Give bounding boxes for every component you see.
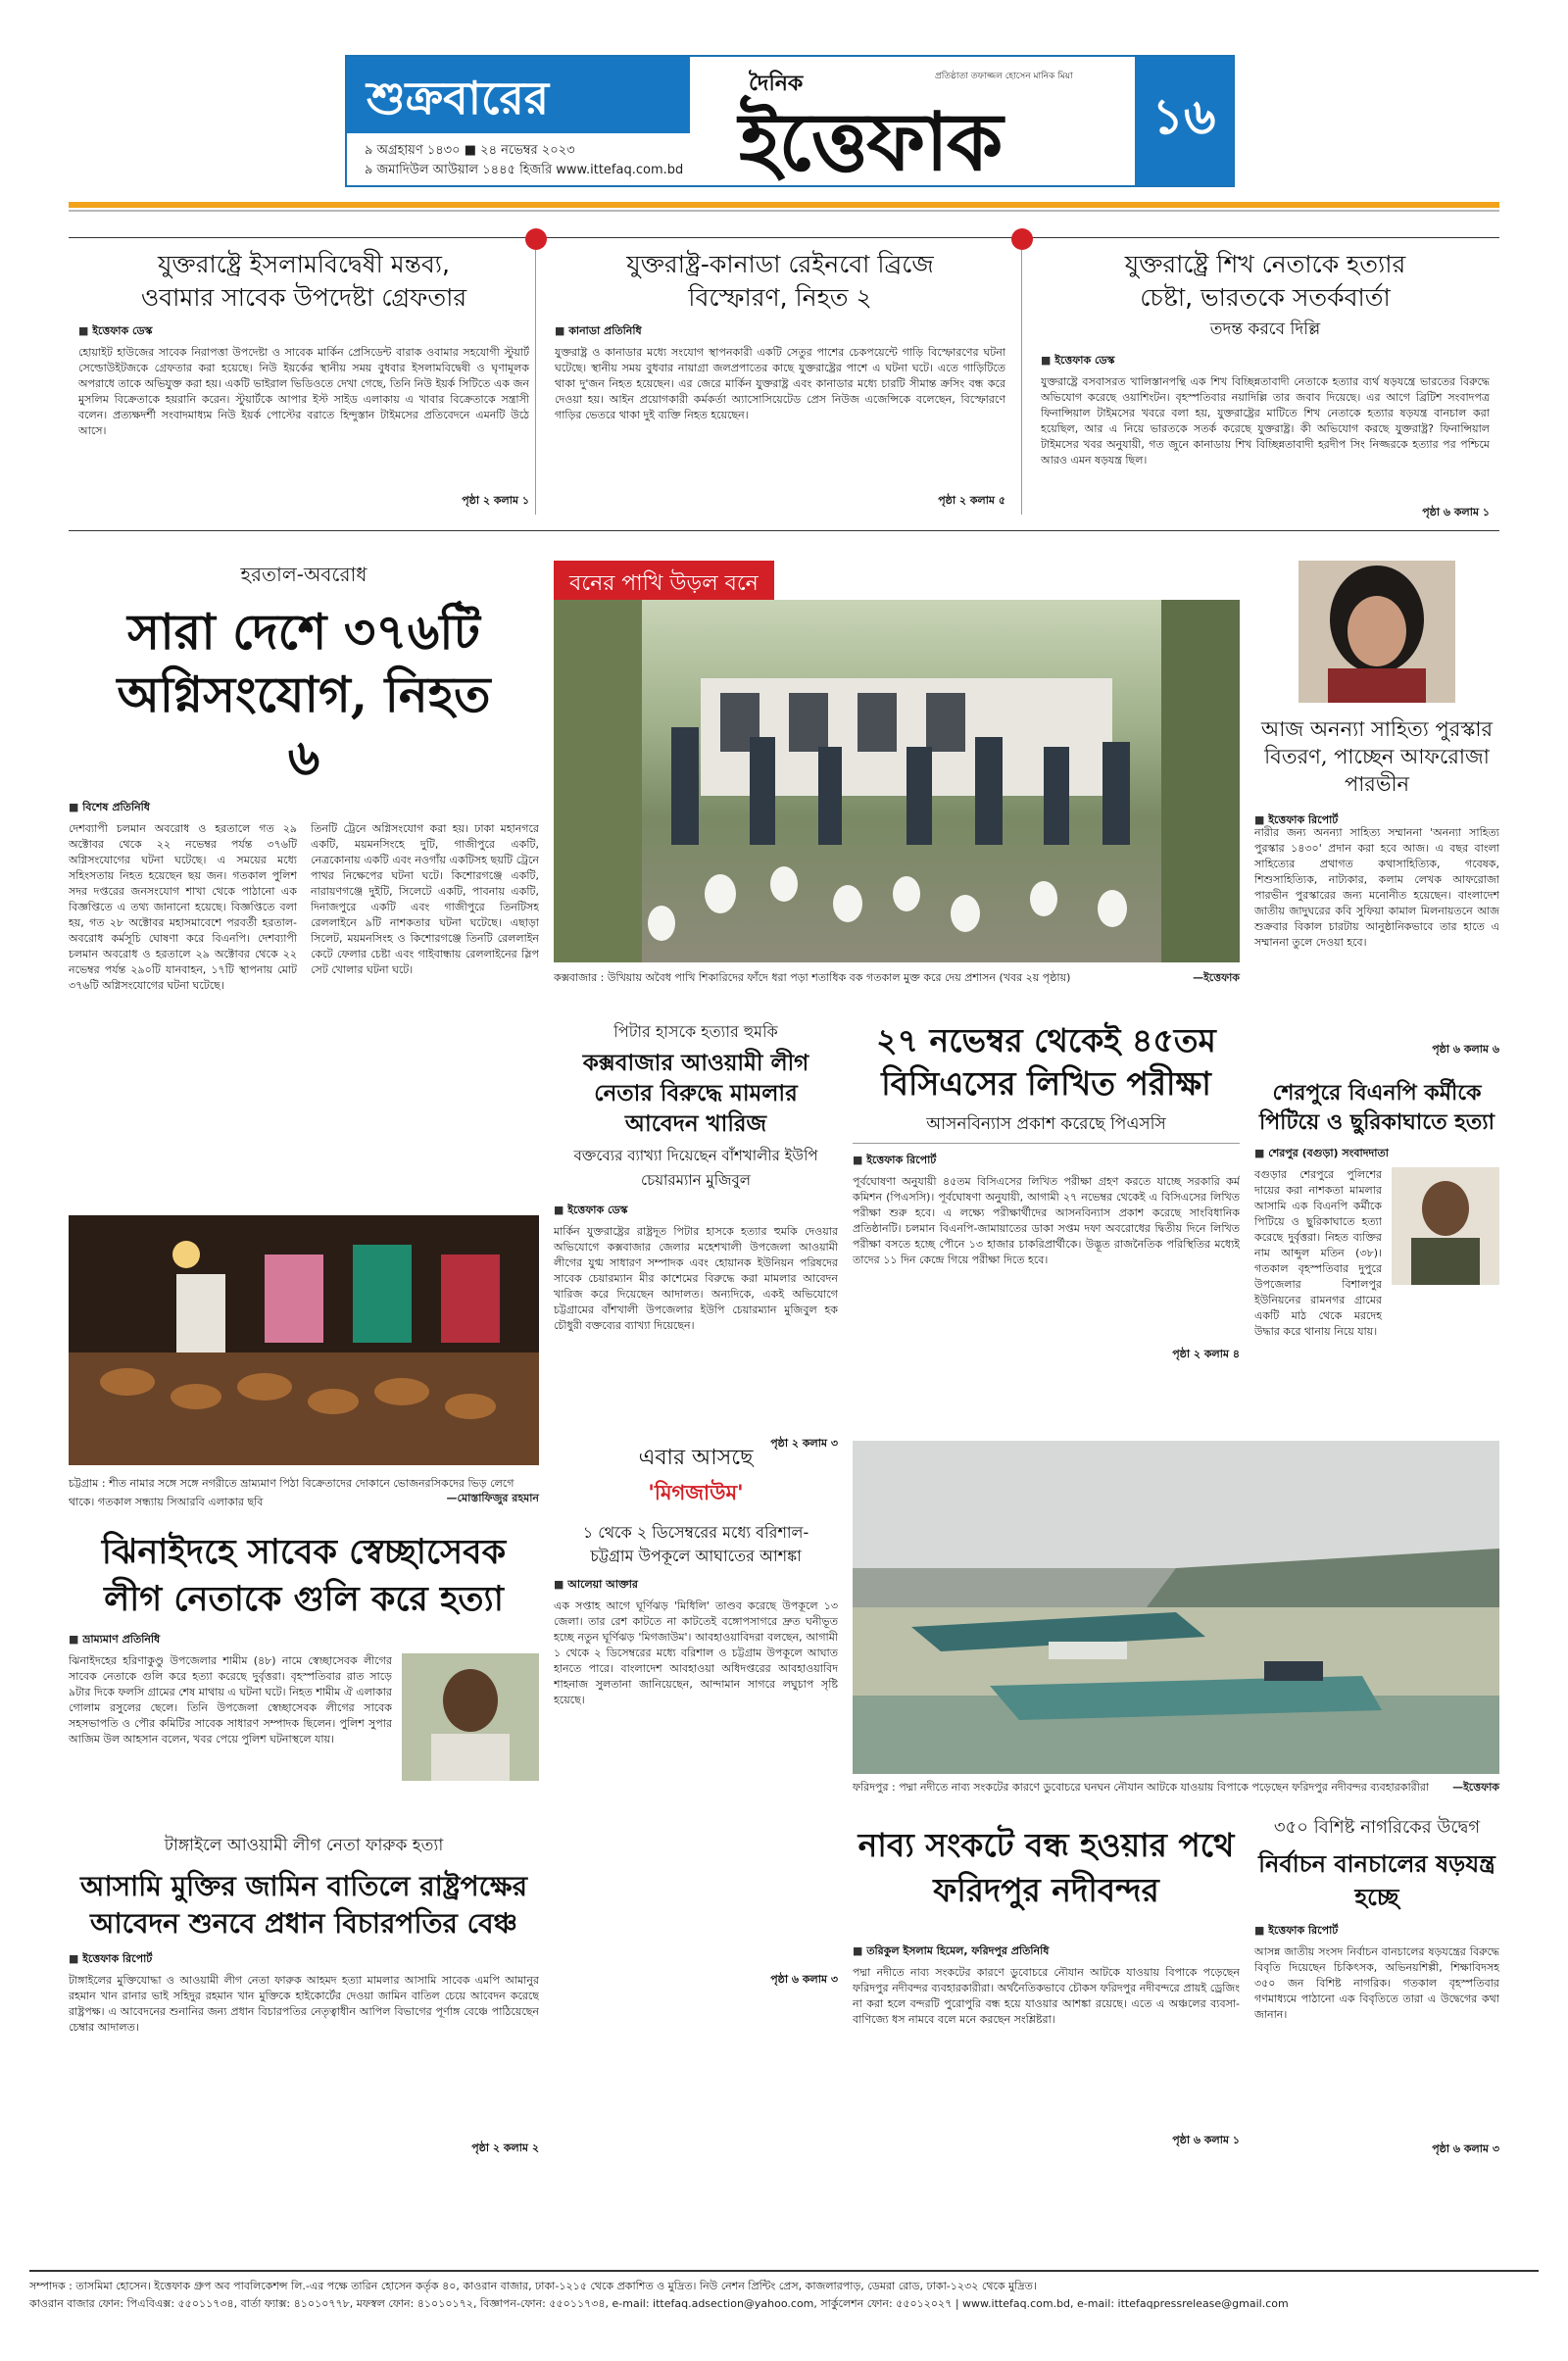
- river-credit: —ইত্তেফাক: [1452, 1781, 1499, 1794]
- masthead: [345, 55, 1235, 187]
- river-image: [853, 1441, 1499, 1774]
- sherpur-portrait: [1392, 1167, 1499, 1285]
- jhenaidah-story: [69, 1529, 539, 1823]
- cyclone-story: [554, 1441, 838, 1990]
- logo-tagline: প্রতিষ্ঠাতা তফাজ্জল হোসেন মানিক মিয়া: [935, 72, 1073, 81]
- top-story-1-continued: পৃষ্ঠা ২ কলাম ১: [462, 494, 529, 507]
- lead-body-col-2: তিনটি ট্রেনে অগ্নিসংযোগ করা হয়। ঢাকা মহানগরে একটি, ময়মনসিংহে দুটি, গাজীপুরে একটি, নেত্রকোনায় একটি এবং নওগাঁয় একটিসহ ছয়টি ট্রেনে পাথর নিক্ষেপের ঘটনা ঘটে। কিশোরগঞ্জে একটি, নারায়ণগঞ্জে দুইটি, সিলেটে একটি, পাবনায় একটি, দিনাজপুরে একটি এবং গাজীপুরে তিনটিসহ রেললাইনে ৯টি নাশকতার ঘটনা ঘটেছে। এছাড়া সিলেট, ময়মনসিংহ ও কিশোরগঞ্জে তিনটি রেললাইন কেটে ফেলার চেষ্টা এবং গাইবান্ধায় রেললাইনের স্লিপ সেট খোলার ঘটনা ঘটে।: [311, 822, 539, 976]
- cyclone-headline: 'মিগজাউম': [648, 1480, 744, 1504]
- top-rule-orange: [69, 202, 1499, 208]
- award-continued: পৃষ্ঠা ৬ কলাম ৬: [1432, 1043, 1499, 1056]
- river-photo-block: [853, 1441, 1499, 1803]
- feature-caption-row: [554, 970, 1240, 985]
- tea-caption: চট্টগ্রাম : শীত নামার সঙ্গে সঙ্গে নগরীতে ভ্রাম্যমাণ পিঠা বিক্রেতাদের দোকানে ভোজনরসিকদের ভিড় লেগে থাকে। গতকাল সন্ধ্যায় সিআরবি এলাকার ছবি: [69, 1477, 514, 1508]
- river-continued: পৃষ্ঠা ৬ কলাম ১: [1172, 2134, 1240, 2146]
- cyclone-subhead: ১ থেকে ২ ডিসেম্বরের মধ্যে বরিশাল-চট্টগ্রাম উপকূলে আঘাতের আশঙ্কা: [582, 1523, 809, 1565]
- sherpur-headline: শেরপুরে বিএনপি কর্মীকে পিটিয়ে ও ছুরিকাঘাতে হত্যা: [1258, 1080, 1495, 1135]
- date-line-1: ৯ অগ্রহায়ণ ১৪৩০ ■ ২৪ নভেম্বর ২০২৩: [365, 143, 575, 158]
- portrait-image: [1298, 561, 1455, 703]
- logo-small-text: দৈনিক: [749, 72, 804, 96]
- bcs-body: পূর্বঘোষণা অনুযায়ী ৪৫তম বিসিএসের লিখিত পরীক্ষা গ্রহণ করতে যাচ্ছে সরকারি কর্ম কমিশন (পিএসসি)। পূর্বঘোষণা অনুযায়ী, আগামী ২৭ নভেম্বর থেকেই এ বিসিএসের লিখিত পরীক্ষা শুরু হবে। এ লক্ষ্যে পরীক্ষার্থীদের আসনবিন্যাস প্রকাশ করেছে সাংবিধানিক প্রতিষ্ঠানটি। চলমান বিএনপি-জামায়াতের ডাকা সপ্তম দফা অবরোধের দ্বিতীয় দিনে লিখিত পরীক্ষা বসতে হচ্ছে পৌনে ১৩ হাজার চাকরিপ্রার্থীকে। উদ্ভূত রাজনৈতিক পরিস্থিতির মধ্যেই তাদের ১১ দিন কেন্দ্রে গিয়ে পরীক্ষা দিতে হবে।: [853, 1175, 1240, 1266]
- top-stories-box: [69, 237, 1499, 531]
- election-continued: পৃষ্ঠা ৬ কলাম ৩: [1432, 2142, 1499, 2155]
- cox-headline: কক্সবাজার আওয়ামী লীগ নেতার বিরুদ্ধে মামলার আবেদন খারিজ: [582, 1050, 809, 1137]
- award-body: নারীর জন্য অনন্যা সাহিত্য সম্মাননা 'অনন্যা সাহিত্য পুরস্কার ১৪৩০' প্রদান করা হবে আজ। এ বছর বাংলা সাহিত্যের প্রথাগত কথাসাহিত্যিক, গবেষক, শিশুসাহিত্যিক, নাট্যকার, কলাম লেখক আফরোজা পারভীন পুরস্কারের জন্য মনোনীত হয়েছেন। বাংলাদেশ জাতীয় জাদুঘরের কবি সুফিয়া কামাল মিলনায়তনে আজ শুক্রবার বিকাল চারটায় আনুষ্ঠানিকভাবে তার হাতে এ সম্মাননা তুলে দেওয়া হবে।: [1254, 826, 1499, 949]
- cox-story: [554, 1019, 838, 1450]
- feature-banner: বনের পাখি উড়ল বনে: [554, 561, 774, 609]
- separator-dot: [525, 228, 547, 250]
- river-story: [853, 1813, 1240, 2244]
- top-story-2-body: যুক্তরাষ্ট্র ও কানাডার মধ্যে সংযোগ স্থাপনকারী একটি সেতুর পাশের চেকপয়েন্টে গাড়ি বিস্ফোরণের ঘটনা ঘটেছে। স্থানীয় সময় বুধবার নায়াগ্রা জলপ্রপাতের কাছে যুক্তরাষ্ট্রের পাশে এ ঘটনা ঘটে। এতে গাড়িটিতে থাকা দু'জন নিহত হয়েছেন। এর জেরে মার্কিন যুক্তরাষ্ট্র এবং কানাডার মধ্যে চারটি সীমান্ত ক্রসিং বন্ধ করে দেওয়া হয়। আইন প্রয়োগকারী কর্মকর্তা অ্যাসোসিয়েটেড প্রেস নিউজ এজেন্সিকে বলেছেন, বিস্ফোরণে গাড়ির ভেতরে থাকা দুই ব্যক্তি নিহত হয়েছেন।: [555, 346, 1005, 421]
- tangail-continued: পৃষ্ঠা ২ কলাম ২: [471, 2141, 539, 2154]
- page-number: ১৬: [1135, 57, 1233, 185]
- sherpur-body: বগুড়ার শেরপুরে পুলিশের দায়ের করা নাশকতা মামলার আসামি এক বিএনপি কর্মীকে পিটিয়ে ও ছুরিকাঘাতে হত্যা করেছে দুর্বৃত্তরা। নিহত ব্যক্তির নাম আব্দুল মতিন (৩৮)। গতকাল বৃহস্পতিবার দুপুরে উপজেলার বিশালপুর ইউনিয়নের রামনগর গ্রামের একটি মাঠ থেকে মরদেহ উদ্ধার করে থানায় নিয়ে যায়।: [1254, 1168, 1382, 1338]
- feature-photo-block: [554, 561, 1240, 1011]
- jhenaidah-portrait: [402, 1653, 539, 1781]
- top-story-1-byline: ■ ইত্তেফাক ডেস্ক: [78, 322, 529, 341]
- cyclone-byline: ■ আলেয়া আক্তার: [554, 1576, 838, 1595]
- top-rule-gray: [69, 210, 1499, 212]
- cyclone-kicker: এবার আসছে: [638, 1446, 754, 1470]
- feature-credit: —ইত্তেফাক: [1193, 971, 1240, 984]
- top-story-3: [1041, 248, 1490, 522]
- award-headline: আজ অনন্যা সাহিত্য পুরস্কার বিতরণ, পাচ্ছেন আফরোজা পারভীন: [1260, 717, 1494, 796]
- top-story-2-headline: যুক্তরাষ্ট্র-কানাডা রেইনবো ব্রিজে বিস্ফোরণ, নিহত ২: [626, 250, 934, 312]
- bcs-story: [853, 1019, 1240, 1360]
- top-story-1-headline: যুক্তরাষ্ট্রে ইসলামবিদ্বেষী মন্তব্য, ওবামার সাবেক উপদেষ্টা গ্রেফতার: [140, 250, 467, 312]
- separator-dot: [1011, 228, 1033, 250]
- bcs-headline: ২৭ নভেম্বর থেকেই ৪৫তম বিসিএসের লিখিত পরীক্ষা: [876, 1021, 1216, 1103]
- top-story-3-headline: যুক্তরাষ্ট্রে শিখ নেতাকে হত্যার চেষ্টা, ভারতকে সতর্কবার্তা: [1124, 250, 1406, 312]
- newspaper-logo: [710, 61, 1131, 189]
- top-story-3-body: যুক্তরাষ্ট্রে বসবাসরত খালিস্তানপন্থি এক শিখ বিচ্ছিন্নতাবাদী নেতাকে হত্যার ব্যর্থ ষড়যন্ত্রে ভারতের বিরুদ্ধে অভিযোগ করেছে ওয়াশিংটন। বৃহস্পতিবার নয়াদিল্লি তার জবাব দিয়েছে। এর আগে ব্রিটিশ সংবাদপত্র ফিনান্সিয়াল টাইমসের খবরে বলা হয়, যুক্তরাষ্ট্রের মাটিতে শিখ নেতাকে হত্যার ষড়যন্ত্র বানচাল করা হয়েছিল, আর এ নিয়ে ভারতকে সতর্ক করেছে যুক্তরাষ্ট্র। কী অভিযোগ করছে যুক্তরাষ্ট্র? ফিনান্সিয়াল টাইমসের খবর অনুযায়ী, গত জুনে কানাডায় শিখ বিচ্ছিন্নতাবাদী হরদীপ সিং নিজ্জরকে হত্যার পর পশ্চিমে আরও এমন ষড়যন্ত্র ছিল।: [1041, 375, 1490, 467]
- cox-byline: ■ ইত্তেফাক ডেস্ক: [554, 1202, 838, 1220]
- election-story: [1254, 1813, 1499, 2244]
- top-story-3-byline: ■ ইত্তেফাক ডেস্ক: [1041, 352, 1490, 370]
- cox-body: মার্কিন যুক্তরাষ্ট্রের রাষ্ট্রদূত পিটার হাসকে হত্যার হুমকি দেওয়ার অভিযোগে কক্সবাজার জেলার মহেশখালী উপজেলা আওয়ামী লীগের যুগ্ম সাধারণ সম্পাদক এবং হোয়ানক ইউনিয়ন পরিষদের সাবেক চেয়ারম্যান মীর কাশেমের বিরুদ্ধে করা মামলার আবেদন খারিজ করে দিয়েছেন আদালত। অন্যদিকে, একই অভিযোগে চট্টগ্রামের বাঁশখালী উপজেলার ইউপি চেয়ারম্যান মুজিবুল হক চৌধুরী বক্তব্যের ব্যাখ্যা দিয়েছেন।: [554, 1225, 838, 1332]
- bcs-subhead: আসনবিন্যাস প্রকাশ করেছে পিএসসি: [853, 1111, 1240, 1144]
- day-title: শুক্রবারের: [347, 57, 690, 133]
- top-story-1: [78, 248, 529, 522]
- masthead-date: [365, 141, 683, 180]
- lead-byline: ■ বিশেষ প্রতিনিধি: [69, 799, 539, 817]
- masthead-left: [347, 57, 690, 185]
- top-story-2: [555, 248, 1005, 522]
- portrait-image: [1392, 1167, 1499, 1285]
- cox-subhead: বক্তব্যের ব্যাখ্যা দিয়েছেন বাঁশখালীর ইউপি চেয়ারম্যান মুজিবুল: [573, 1147, 818, 1189]
- portrait-image: [402, 1653, 539, 1781]
- feature-photo-image: [554, 600, 1240, 962]
- sherpur-byline: ■ শেরপুর (বগুড়া) সংবাদদাতা: [1254, 1145, 1499, 1163]
- lead-story: [69, 561, 539, 1207]
- sherpur-story: [1254, 1078, 1499, 1500]
- feature-caption: কক্সবাজার : উখিয়ায় অবৈধ পাখি শিকারিদের ফাঁদে ধরা পড়া শতাধিক বক গতকাল মুক্ত করে দেয় প্রশাসন (খবর ২য় পৃষ্ঠায়): [554, 971, 1071, 984]
- footer-line-1: সম্পাদক : তাসমিমা হোসেন। ইত্তেফাক গ্রুপ অব পাবলিকেশন্স লি.-এর পক্ষে তারিন হোসেন কর্তৃক ৪০, কাওরান বাজার, ঢাকা-১২১৫ থেকে প্রকাশিত ও মুদ্রিত। নিউ নেশন প্রিন্টিং প্রেস, কাজলারপাড়, ডেমরা রোড, ঢাকা-১২৩২ থেকে মুদ্রিত।: [29, 2280, 1037, 2292]
- award-portrait: [1298, 561, 1455, 703]
- election-byline: ■ ইত্তেফাক রিপোর্ট: [1254, 1922, 1499, 1941]
- cyclone-continued: পৃষ্ঠা ৬ কলাম ৩: [770, 1973, 838, 1986]
- tangail-body: টাঙ্গাইলের মুক্তিযোদ্ধা ও আওয়ামী লীগ নেতা ফারুক আহমদ হত্যা মামলার আসামি সাবেক এমপি আমানুর রহমান খান রানার ভাই সহিদুর রহমান খান মুক্তিকে হাইকোর্টের দেওয়া জামিন বাতিল চেয়ে আবেদন করেছে রাষ্ট্রপক্ষ। এ আবেদনের শুনানির জন্য প্রধান বিচারপতির নেতৃত্বাধীন আপিল বিভাগের পূর্ণাঙ্গ বেঞ্চে পাঠিয়েছেন চেম্বার আদালত।: [69, 1974, 539, 2034]
- election-body: আসন্ন জাতীয় সংসদ নির্বাচন বানচালের ষড়যন্ত্রের বিরুদ্ধে বিবৃতি দিয়েছেন চিকিৎসক, অভিনয়শিল্পী, শিক্ষাবিদসহ ৩৫০ জন বিশিষ্ট নাগরিক। গতকাল বৃহস্পতিবার গণমাধ্যমে পাঠানো এক বিবৃতিতে তারা এ উদ্বেগের কথা জানান।: [1254, 1945, 1499, 2021]
- cyclone-body: এক সপ্তাহ আগে ঘূর্ণিঝড় 'মিধিলি' তাণ্ডব করেছে উপকূলে ১৩ জেলা। তার রেশ কাটতে না কাটতেই বঙ্গোপসাগরে দ্রুত ঘনীভূত হচ্ছে নতুন ঘূর্ণিঝড় 'মিগজাউম'। আবহাওয়াবিদরা বলছেন, আগামী ১ থেকে ২ ডিসেম্বরের মধ্যে বরিশাল ও চট্টগ্রাম উপকূলে আঘাত হানতে পারে। বাংলাদেশ আবহাওয়া অধিদপ্তরের আবহাওয়াবিদ শাহনাজ সুলতানা জানিয়েছেন, আন্দামান সাগরে লঘুচাপ সৃষ্টি হয়েছে।: [554, 1599, 838, 1706]
- tea-stall-image: [69, 1215, 539, 1465]
- top-story-1-body: হোয়াইট হাউজের সাবেক নিরাপত্তা উপদেষ্টা ও সাবেক মার্কিন প্রেসিডেন্ট বারাক ওবামার সহযোগী স্টুয়ার্ট সেল্ডোউইটজকে গ্রেফতার করা হয়েছে। নিউ ইয়র্কের স্থানীয় সময় বুধবার ইসলামবিদ্বেষী ও ঘৃণামূলক অপরাধে তাকে অভিযুক্ত করা হয়। একটি ভাইরাল ভিডিওতে দেখা গেছে, তিনি নিউ ইয়র্ক সিটিতে এক জন মুসলিম বিক্রেতাকে হয়রানি করেন। স্টুয়ার্টকে আপার ইস্ট সাইড এলাকায় এ খাবার বিক্রেতাকে সন্ত্রাসী বলেন। প্রত্যক্ষদর্শী সংবাদমাধ্যম নিউ ইয়র্ক পোস্টের বরাতে হিন্দুস্তান টাইমসের প্রতিবেদনে এমনটি উঠে আসে।: [78, 346, 529, 437]
- election-kicker: ৩৫০ বিশিষ্ট নাগরিকের উদ্বেগ: [1273, 1817, 1481, 1838]
- bcs-continued: পৃষ্ঠা ২ কলাম ৪: [1172, 1348, 1240, 1360]
- river-body: পদ্মা নদীতে নাব্য সংকটের কারণে ডুবোচরে নৌযান আটকে যাওয়ায় বিপাকে পড়েছেন ফরিদপুর নদীবন্দর ব্যবহারকারীরা। অর্থনৈতিকভাবে চৌকস ফরিদপুর নদীবন্দরে প্রায়ই ড্রেজিং না করা হলে বন্দরটি পুরোপুরি বন্ধ হয়ে যাওয়ার আশঙ্কা রয়েছে। এতে এ অঞ্চলের ব্যবসা-বাণিজ্যে ধস নামবে বলে মনে করছেন সংশ্লিষ্টরা।: [853, 1966, 1240, 2026]
- lead-body-col-1: দেশব্যাপী চলমান অবরোধ ও হরতালে গত ২৯ অক্টোবর থেকে ২২ নভেম্বর পর্যন্ত ৩৭৬টি অগ্নিসংযোগের ঘটনা ঘটেছে। এ সময়ের মধ্যে সহিংসতায় নিহত হয়েছেন ছয় জন। গতকাল পুলিশ সদর দপ্তরের জনসংযোগ শাখা থেকে পাঠানো এক বিজ্ঞপ্তিতে এ তথ্য জানানো হয়েছে। বিজ্ঞপ্তিতে বলা হয়, গত ২৮ অক্টোবর মহাসমাবেশে পরবর্তী হরতাল-অবরোধ কর্মসূচি ঘোষণা করে বিএনপি। দেশব্যাপী চলমান অবরোধ ও হরতালে ২৯ অক্টোবর থেকে ২২ নভেম্বর পর্যন্ত ২৯০টি যানবাহন, ১৭টি স্থাপনায় মোট ৩৭৬টি অগ্নিসংযোগের ঘটনা ঘটেছে।: [69, 822, 297, 992]
- river-headline: নাব্য সংকটে বন্ধ হওয়ার পথে ফরিদপুর নদীবন্দর: [858, 1826, 1235, 1909]
- tea-stall-photo: [69, 1215, 539, 1465]
- top-story-2-byline: ■ কানাডা প্রতিনিধি: [555, 322, 1005, 341]
- tangail-headline: আসামি মুক্তির জামিন বাতিলে রাষ্ট্রপক্ষের আবেদন শুনবে প্রধান বিচারপতির বেঞ্চ: [80, 1870, 527, 1940]
- bcs-byline: ■ ইত্তেফাক রিপোর্ট: [853, 1152, 1240, 1170]
- logo-main-text: ইত্তেফাক: [739, 95, 1002, 189]
- tangail-story: [69, 1833, 539, 2244]
- tea-credit: —মোস্তাফিজুর রহমান: [446, 1492, 539, 1504]
- top-story-3-continued: পৃষ্ঠা ৬ কলাম ১: [1422, 506, 1490, 518]
- lead-columns: [69, 821, 539, 1253]
- jhenaidah-content: [69, 1653, 539, 1830]
- footer-line-2: কাওরান বাজার ফোন: পিএবিএক্স: ৫৫০১১৭৩৪, বার্তা ফ্যাক্স: ৪১০১০৭৭৮, মফস্বল ফোন: ৪১০১০১৭২, বিজ্ঞাপন-ফোন: ৫৫০১১৭৩৪, e-mail: ittefaq.adsection@yahoo.com, সার্কুলেশন ফোন: ৫৫০১২০২৭ | www.ittefaq.com.bd, e-mail: ittefaqpressrelease@gmail.com: [29, 2297, 1289, 2310]
- river-caption-row: [853, 1780, 1499, 1795]
- river-byline: ■ তরিকুল ইসলাম হিমেল, ফরিদপুর প্রতিনিধি: [853, 1943, 1240, 1961]
- award-story: [1254, 561, 1499, 1070]
- river-caption: ফরিদপুর : পদ্মা নদীতে নাব্য সংকটের কারণে ডুবোচরে ঘনঘন নৌযান আটকে যাওয়ায় বিপাকে পড়েছেন ফরিদপুর নদীবন্দর ব্যবহারকারীরা: [853, 1781, 1430, 1794]
- election-headline: নির্বাচন বানচালের ষড়যন্ত্র হচ্ছে: [1258, 1849, 1495, 1911]
- top-story-3-subhead: তদন্ত করবে দিল্লি: [1209, 320, 1321, 339]
- imprint-footer: [29, 2270, 1539, 2319]
- column-divider: [535, 250, 536, 515]
- date-line-2: ৯ জমাদিউল আউয়াল ১৪৪৫ হিজরি www.ittefaq.com.bd: [365, 163, 684, 177]
- jhenaidah-headline: ঝিনাইদহে সাবেক স্বেচ্ছাসেবক লীগ নেতাকে গুলি করে হত্যা: [101, 1532, 507, 1619]
- lead-kicker: হরতাল-অবরোধ: [240, 563, 368, 586]
- tea-photo-block: [69, 1215, 539, 1509]
- river-photo: [853, 1441, 1499, 1774]
- tangail-kicker: টাঙ্গাইলে আওয়ামী লীগ নেতা ফারুক হত্যা: [164, 1836, 444, 1855]
- tangail-byline: ■ ইত্তেফাক রিপোর্ট: [69, 1950, 539, 1969]
- top-story-2-continued: পৃষ্ঠা ২ কলাম ৫: [938, 494, 1005, 507]
- cox-kicker: পিটার হাসকে হত্যার হুমকি: [613, 1022, 778, 1041]
- lead-headline: সারা দেশে ৩৭৬টি অগ্নিসংযোগ, নিহত ৬: [117, 603, 491, 786]
- cox-continued: পৃষ্ঠা ২ কলাম ৩: [770, 1437, 838, 1450]
- jhenaidah-byline: ■ ভ্রাম্যমাণ প্রতিনিধি: [69, 1631, 539, 1649]
- tea-caption-row: [69, 1472, 539, 1509]
- award-byline: ■ ইত্তেফাক রিপোর্ট: [1254, 812, 1338, 830]
- jhenaidah-body: ঝিনাইদহের হরিণাকুণ্ডু উপজেলার শামীম (৪৮) নামে স্বেচ্ছাসেবক লীগের সাবেক নেতাকে গুলি করে হত্যা করেছে দুর্বৃত্তরা। বৃহস্পতিবার রাত সাড়ে ৯টার দিকে ফলসি গ্রামের শেষ মাথায় এ ঘটনা ঘটে। নিহত শামীম ঐ এলাকার গোলাম রসুলের ছেলে। তিনি উপজেলা স্বেচ্ছাসেবক লীগের সাবেক সহসভাপতি ও পৌর কমিটির সাবেক সাধারণ সম্পাদক ছিলেন। পুলিশ সুপার আজিম উল আহসান বলেন, খবর পেয়ে পুলিশ ঘটনাস্থলে যায়।: [69, 1654, 392, 1746]
- sherpur-content: [1254, 1167, 1499, 1461]
- feature-photo: [554, 600, 1240, 962]
- column-divider: [1021, 250, 1022, 515]
